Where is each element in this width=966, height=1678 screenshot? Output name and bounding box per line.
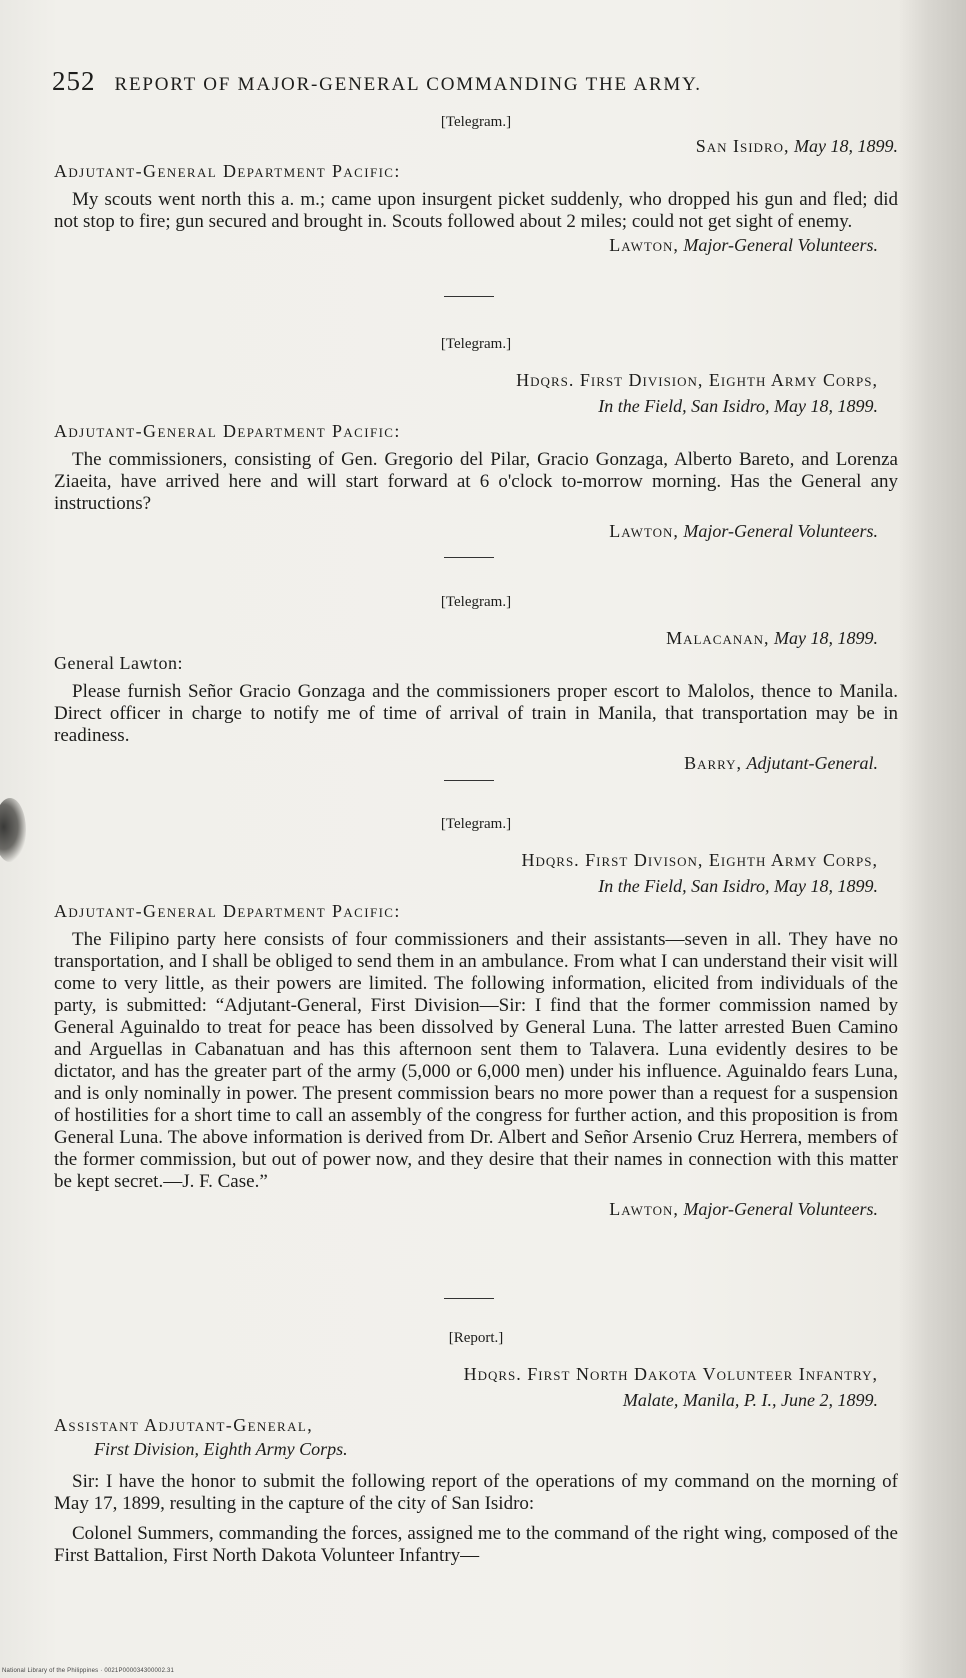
dateline-date: May 18, 1899. xyxy=(794,136,898,156)
report-paragraph-1: Sir: I have the honor to submit the following report of the operations of my command on the morning of May 17, 1899, resulting in the capture of the city of San Isidro: xyxy=(54,1471,898,1514)
telegram-1 xyxy=(54,114,898,257)
telegram-dateline xyxy=(54,133,898,159)
report-paragraph-2: Colonel Summers, commanding the forces, assigned me to the command of the right wing, composed of the First Battalion, First North Dakota Volunteer Infantry— xyxy=(54,1523,898,1566)
signature-title: Adjutant-General. xyxy=(746,753,878,773)
signature-name: Lawton, xyxy=(609,235,679,255)
telegram-kind: [Telegram.] xyxy=(440,816,512,832)
signature-name: Lawton, xyxy=(609,521,679,541)
section-rule xyxy=(444,296,494,297)
report-addressee: Assistant Adjutant-General, xyxy=(54,1415,314,1435)
signature-title: Major-General Volunteers. xyxy=(683,521,878,541)
dateline-place: Hdqrs. First Division, Eighth Army Corps, xyxy=(516,370,878,390)
dateline-date: In the Field, San Isidro, May 18, 1899. xyxy=(598,396,878,416)
section-rule xyxy=(444,780,494,781)
telegram-3 xyxy=(54,594,898,775)
telegram-body: Please furnish Señor Gracio Gonzaga and the commissioners proper escort to Malolos, thence to Manila. Direct officer in charge to notify me of time of arrival of train in Manila, that transportation may be in readiness. xyxy=(54,681,898,746)
dateline-place: Hdqrs. First North Dakota Volunteer Infantry, xyxy=(463,1364,878,1384)
telegram-kind: [Telegram.] xyxy=(440,594,512,610)
telegram-signature xyxy=(54,519,898,543)
dateline-date: In the Field, San Isidro, May 18, 1899. xyxy=(598,876,878,896)
telegram-signature xyxy=(54,233,898,257)
telegram-signature xyxy=(54,1197,898,1221)
section-rule xyxy=(444,557,494,558)
telegram-dateline xyxy=(54,625,898,651)
telegram-body: The Filipino party here consists of four commissioners and their assistants—seven in all. They have no transportation, and I shall be obliged to send them in an ambulance. From what I can understand their visit will come to very little, as their powers are limited. The following information, elicited from individuals of the party, is submitted: “Adjutant-General, First Division—Sir: I find that the former commission named by General Aguinaldo to treat for peace has been dissolved by General Luna. The latter arrested Buen Camino and Arguellas in Cabanatuan and has this afternoon sent them to Talavera. Luna evidently desires to be dictator, and has the greater part of the army (5,000 or 6,000 men) under his influence. Aguinaldo fears Luna, and is only nominally in power. The present commission bears no more power than a request for a suspension of hostilities for a short time to call an assembly of the congress for further action, and this proposition is from General Luna. The above information is derived from Dr. Albert and Señor Arsenio Cruz Herrera, members of the former commission, but out of power now, and they desire that their names in connection with this matter be kept secret.—J. F. Case.” xyxy=(54,929,898,1192)
scan-smudge xyxy=(0,798,26,862)
dateline-place: Hdqrs. First Divison, Eighth Army Corps, xyxy=(521,850,878,870)
report-addressee-line2: First Division, Eighth Army Corps. xyxy=(94,1439,348,1459)
dateline-place: San Isidro, xyxy=(695,136,790,156)
telegram-dateline xyxy=(54,367,898,419)
signature-title: Major-General Volunteers. xyxy=(683,1199,878,1219)
report-section xyxy=(54,1330,898,1567)
telegram-dateline xyxy=(54,847,898,899)
report-kind: [Report.] xyxy=(448,1330,504,1346)
page-number: 252 xyxy=(52,66,96,96)
signature-title: Major-General Volunteers. xyxy=(683,235,878,255)
telegram-4 xyxy=(54,816,898,1221)
signature-name: Barry, xyxy=(684,753,743,773)
telegram-kind: [Telegram.] xyxy=(440,114,512,130)
scan-footer: National Library of the Philippines · 0021P000034300002.31 xyxy=(2,1668,175,1674)
telegram-addressee: General Lawton: xyxy=(54,653,183,673)
telegram-addressee: Adjutant-General Department Pacific: xyxy=(54,421,401,441)
telegram-signature xyxy=(54,751,898,775)
telegram-body: My scouts went north this a. m.; came upon insurgent picket suddenly, who dropped his gun and fled; did not stop to fire; gun secured and brought in. Scouts followed about 2 miles; could not get sight of enemy. xyxy=(54,189,898,232)
dateline-date: Malate, Manila, P. I., June 2, 1899. xyxy=(622,1390,878,1410)
signature-name: Lawton, xyxy=(609,1199,679,1219)
telegram-body: The commissioners, consisting of Gen. Gregorio del Pilar, Gracio Gonzaga, Alberto Bareto, and Lorenza Ziaeita, have arrived here and will start forward at 6 o'clock to-morrow morning. Has the General any instructions? xyxy=(54,449,898,514)
dateline-place: Malacanan, xyxy=(666,628,770,648)
section-rule xyxy=(444,1298,494,1299)
telegram-kind: [Telegram.] xyxy=(440,336,512,352)
dateline-date: May 18, 1899. xyxy=(774,628,878,648)
telegram-2 xyxy=(54,336,898,543)
running-header xyxy=(52,66,842,97)
report-dateline xyxy=(54,1361,898,1413)
telegram-addressee: Adjutant-General Department Pacific: xyxy=(54,901,401,921)
running-title: REPORT OF MAJOR-GENERAL COMMANDING THE ARMY. xyxy=(114,74,702,95)
telegram-addressee: Adjutant-General Department Pacific: xyxy=(54,161,401,181)
